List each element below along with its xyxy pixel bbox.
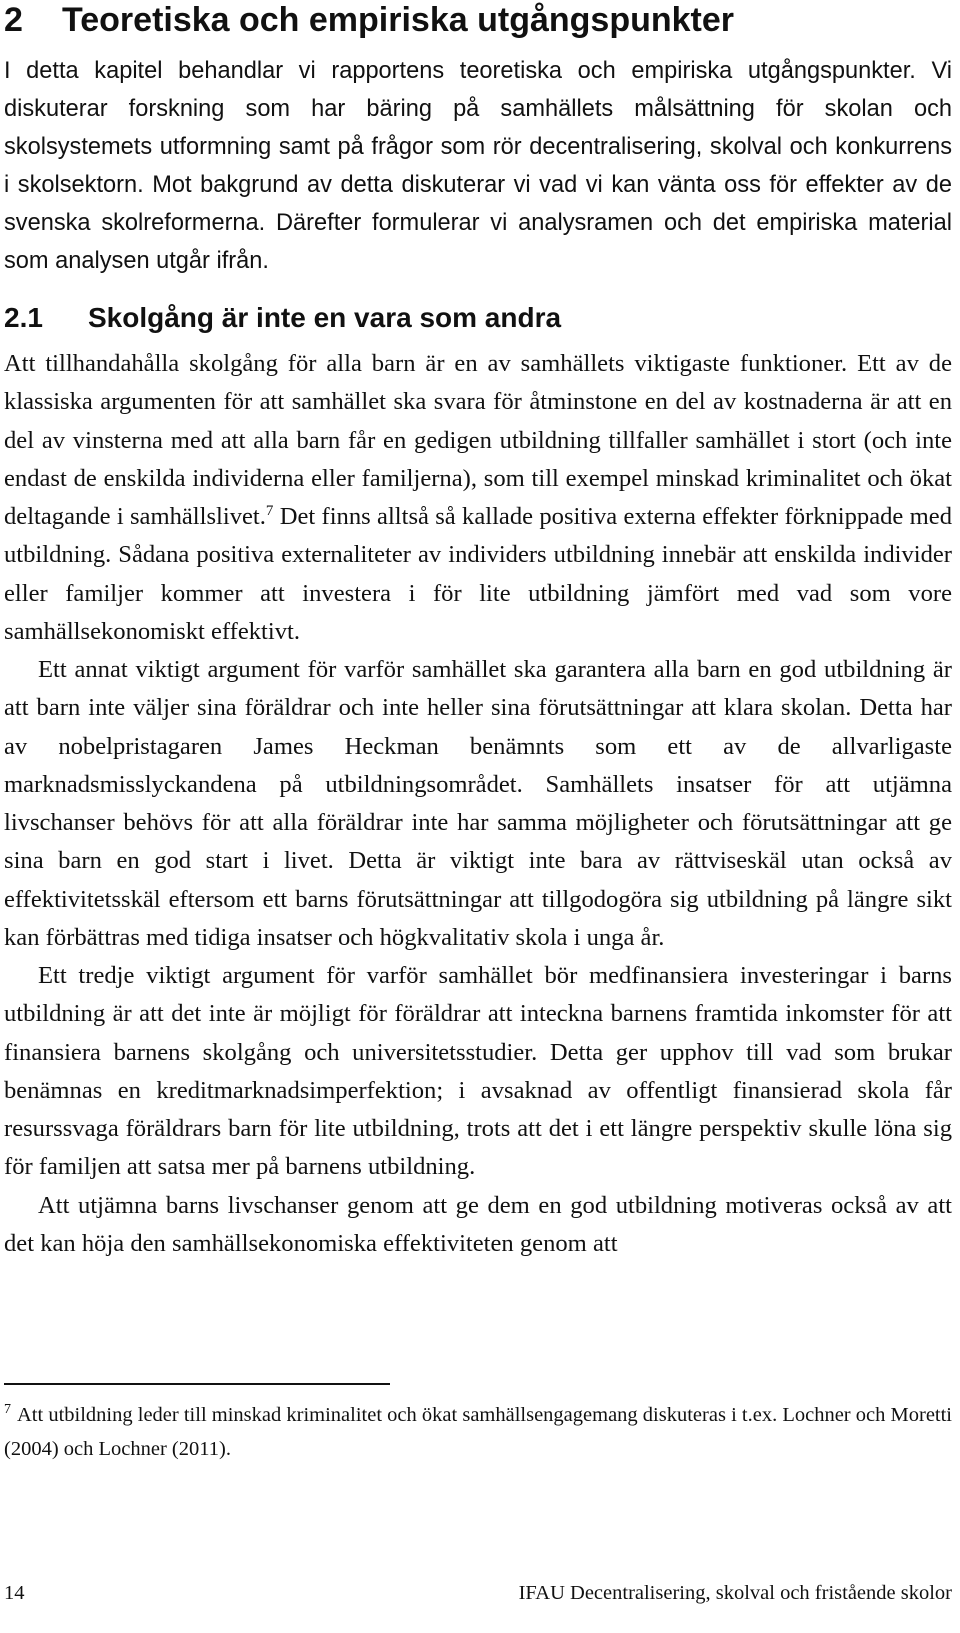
paragraph-2: Ett annat viktigt argument för varför samhället ska garantera alla barn en god utbildning är att barn inte väljer sina föräldrar och inte heller sina förutsättningar att klara skolan. Detta har av nobelpristagaren James Heckman benämnts som ett av de allvarligaste marknadsmisslyckandena på utbildningsområdet. Samhällets insatser för att utjämna livschanser behövs för att alla föräldrar inte har samma möjligheter och förutsättningar att ge sina barn en god start i livet. Detta är viktigt inte bara av rättviseskäl utan också av effektivitetsskäl eftersom ett barns förutsättningar att tillgodogöra sig utbildning på längre sikt kan förbättras med tidiga insatser och högkvalitativ skola i unga år. [4, 656, 952, 951]
page-number: 14 [4, 1582, 25, 1604]
footnote-divider [4, 1383, 390, 1385]
footnote-reference[interactable]: 7 [265, 502, 274, 519]
paragraph-1 [4, 345, 952, 651]
section-number: 2.1 [4, 302, 43, 333]
chapter-number: 2 [4, 1, 23, 39]
running-title: IFAU Decentralisering, skolval och fristående skolor [518, 1582, 952, 1604]
section-body [4, 345, 952, 1263]
paragraph-1-part-b: Det finns alltså så kallade positiva externa effekter förknippade med utbildning. Sådana positiva externaliteter av individers utbildning innebär att enskilda individer eller familjer kommer att investera i för lite utbildning jämfört med vad som vore samhällsekonomiskt effektivt. [4, 503, 952, 645]
chapter-title: Teoretiska och empiriska utgångspunkter [62, 1, 734, 39]
section-title: Skolgång är inte en vara som andra [88, 302, 562, 333]
footnote-marker: 7 [4, 1402, 11, 1418]
footnote-text: Att utbildning leder till minskad kriminalitet och ökat samhällsengagemang diskuteras i t.ex. Lochner och Moretti (2004) och Lochner (2011). [4, 1404, 952, 1460]
chapter-heading [4, 0, 734, 40]
paragraph-4: Att utjämna barns livschanser genom att ge dem en god utbildning motiveras också av att det kan höja den samhällsekonomiska effektiviteten genom att [4, 1191, 952, 1257]
paragraph-1-part-a: Att tillhandahålla skolgång för alla barn är en av samhällets viktigaste funktioner. Ett av de klassiska argumenten för att samhället ska svara för åtminstone en del av kostnaderna är att en del av vinsterna med att alla barn får en gedigen utbildning tillfaller samhället i stort (och inte endast de enskilda individerna eller familjerna), som till exempel minskad kriminalitet och ökat deltagande i samhällslivet. [4, 350, 952, 530]
footnote [4, 1398, 952, 1466]
section-heading [4, 298, 561, 338]
chapter-intro-paragraph: I detta kapitel behandlar vi rapportens teoretiska och empiriska utgångspunkter. Vi diskuterar forskning som har bäring på samhällets målsättning för skolan och skolsystemets utformning samt på frågor som rör decentralisering, skolval och konkurrens i skolsektorn. Mot bakgrund av detta diskuterar vi vad vi kan vänta oss för effekter av de svenska skolreformerna. Därefter formulerar vi analysramen och det empiriska material som analysen utgår ifrån. [4, 58, 952, 275]
paragraph-3: Ett tredje viktigt argument för varför samhället bör medfinansiera investeringar i barns utbildning är att det inte är möjligt för föräldrar att inteckna barnens framtida inkomster för att finansiera barnens skolgång och universitetsstudier. Detta ger upphov till vad som brukar benämnas en kreditmarknadsimperfektion; i avsaknad av offentligt finansierad skola får resurssvaga föräldrars barn för lite utbildning, trots att det i ett längre perspektiv skulle löna sig för familjen att satsa mer på barnens utbildning. [4, 962, 952, 1181]
